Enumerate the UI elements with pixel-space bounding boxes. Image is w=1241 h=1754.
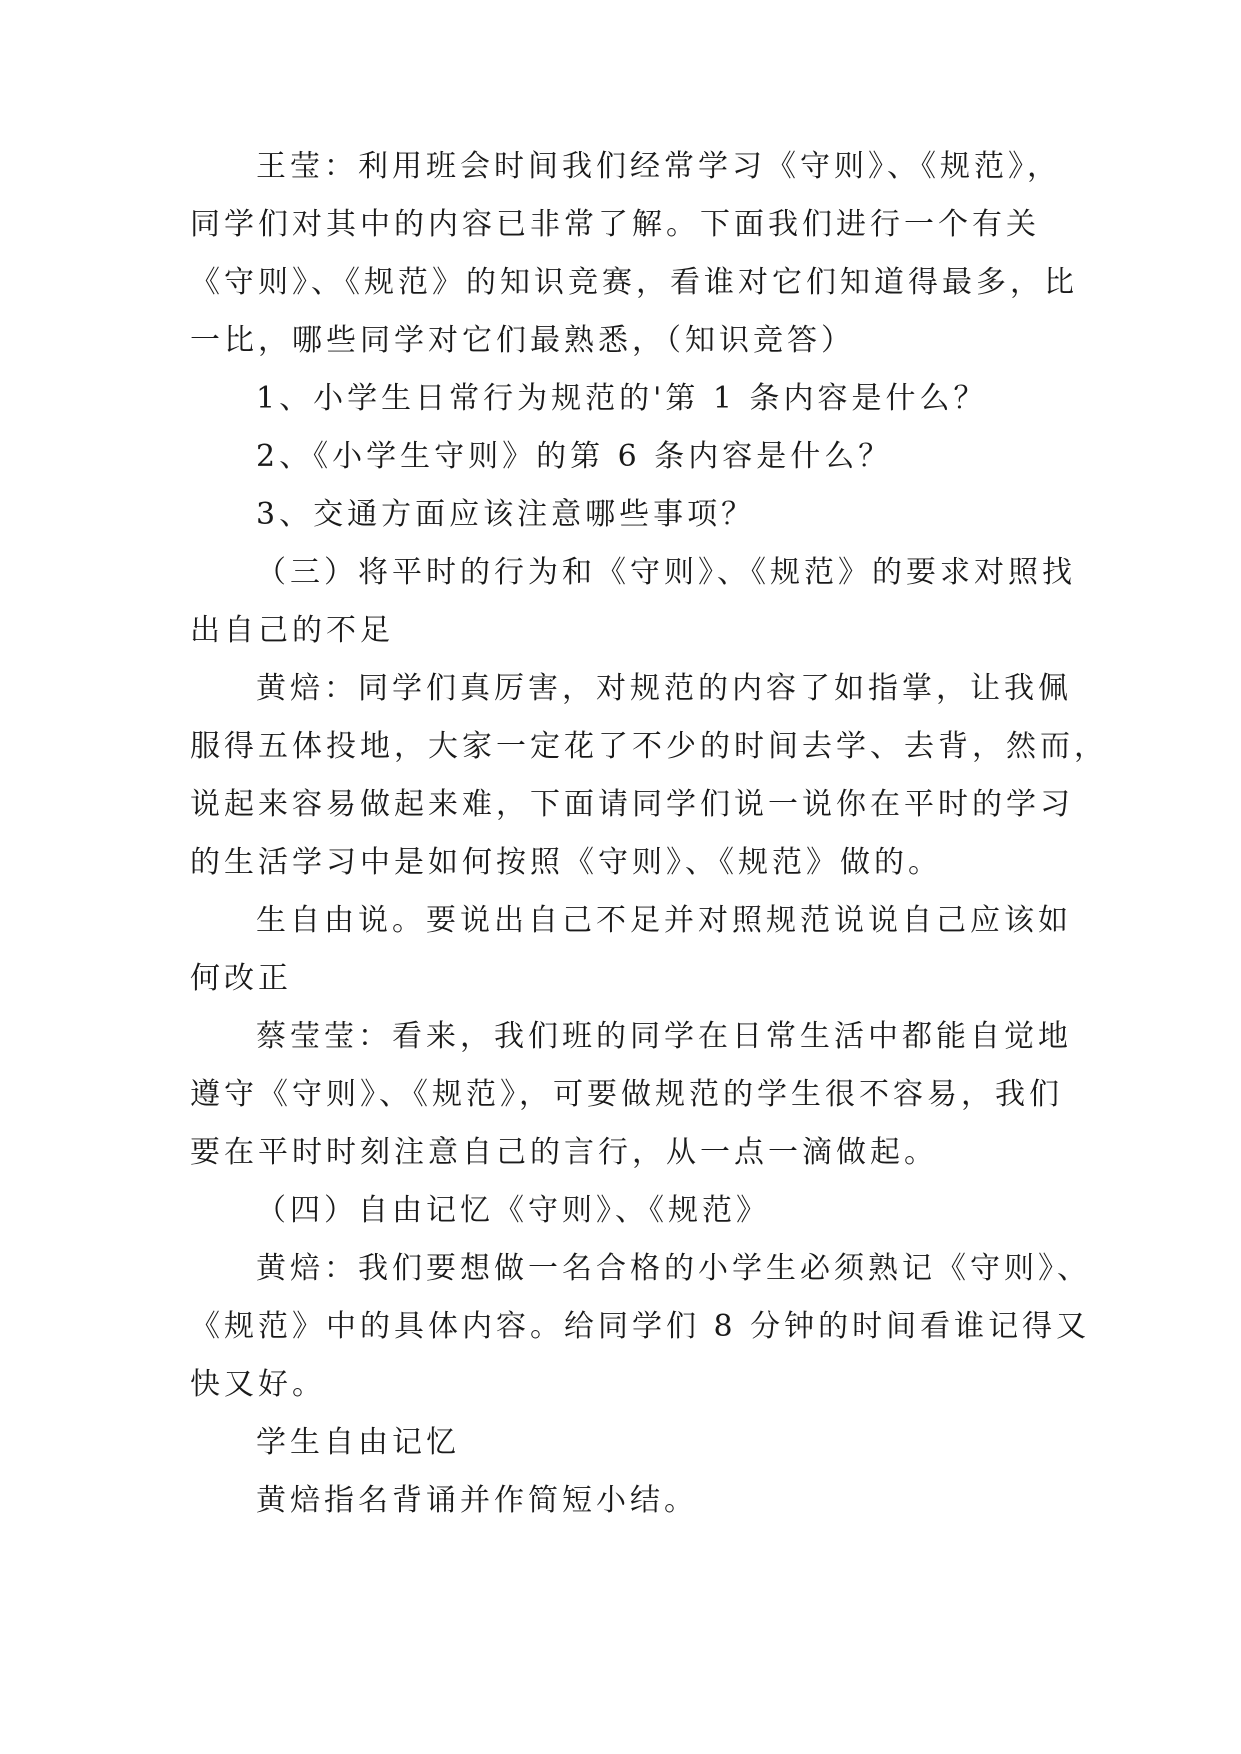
text-line: 学生自由记忆 [256, 1425, 460, 1460]
text-line: 出自己的不足 [190, 613, 394, 648]
text-line: 快又好。 [190, 1367, 326, 1402]
text-line: 遵守《守则》、《规范》，可要做规范的学生很不容易，我们 [190, 1077, 1063, 1112]
text-line: 何改正 [190, 961, 292, 996]
text-line: 的生活学习中是如何按照《守则》、《规范》做的。 [190, 845, 942, 880]
text-line: 1、小学生日常行为规范的'第 1 条内容是什么？ [256, 381, 988, 416]
text-line: 同学们对其中的内容已非常了解。下面我们进行一个有关 [190, 207, 1040, 242]
text-line: 一比，哪些同学对它们最熟悉，（知识竞答） [190, 323, 855, 358]
text-line: 蔡莹莹：看来，我们班的同学在日常生活中都能自觉地 [256, 1019, 1072, 1054]
text-line: （三）将平时的行为和《守则》、《规范》的要求对照找 [256, 555, 1076, 590]
text-line: 2、《小学生守则》的第 6 条内容是什么？ [256, 439, 893, 474]
text-line: 黄焙指名背诵并作简短小结。 [256, 1483, 698, 1518]
text-line: （四）自由记忆《守则》、《规范》 [256, 1193, 770, 1228]
text-line: 服得五体投地，大家一定花了不少的时间去学、去背，然而， [190, 729, 1108, 764]
text-line: 黄焙：同学们真厉害，对规范的内容了如指掌，让我佩 [256, 671, 1072, 706]
text-line: 生自由说。要说出自己不足并对照规范说说自己应该如 [256, 903, 1072, 938]
text-line: 王莹：利用班会时间我们经常学习《守则》、《规范》， [256, 149, 1061, 184]
text-line: 黄焙：我们要想做一名合格的小学生必须熟记《守则》、 [256, 1251, 1091, 1286]
text-line: 《规范》中的具体内容。给同学们 8 分钟的时间看谁记得又 [190, 1309, 1091, 1344]
text-line: 说起来容易做起来难，下面请同学们说一说你在平时的学习 [190, 787, 1074, 822]
text-line: 要在平时时刻注意自己的言行，从一点一滴做起。 [190, 1135, 938, 1170]
text-line: 3、交通方面应该注意哪些事项？ [256, 497, 756, 532]
text-line: 《守则》、《规范》的知识竞赛，看谁对它们知道得最多，比 [190, 265, 1078, 300]
